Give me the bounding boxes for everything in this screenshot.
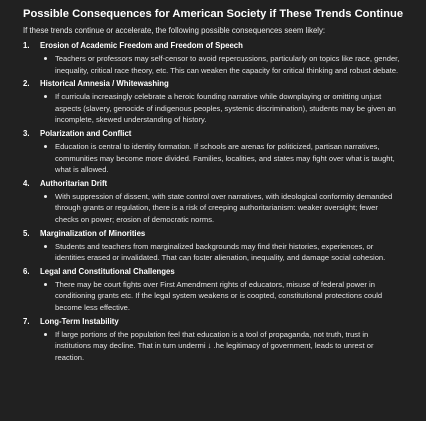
bullet-text: With suppression of dissent, with state control over narratives, with ideological conformity demanded through grants or regulation, there is a risk of creeping authoritarianism: weaker oversight; fewer checks on power; erosion of democratic norms.	[55, 191, 393, 224]
bullet-icon	[44, 141, 55, 176]
item-title: Polarization and Conflict	[40, 128, 132, 138]
bullet-icon	[44, 329, 55, 364]
item-number: 5.	[23, 228, 30, 238]
consequence-list	[23, 40, 418, 363]
bullet-icon	[44, 279, 55, 314]
bullet-row	[23, 191, 418, 226]
item-number: 7.	[23, 316, 30, 326]
item-heading	[23, 40, 418, 51]
bullet-icon	[44, 241, 55, 264]
bullet-row	[23, 241, 418, 264]
item-heading	[23, 78, 418, 89]
list-item	[23, 266, 418, 314]
bullet-icon	[44, 91, 55, 126]
bullet-text: Students and teachers from marginalized backgrounds may find their histories, experiences, or identities erased or invalidated. That can foster alienation, inequality, and damage social cohesion.	[55, 241, 386, 263]
item-number: 2.	[23, 79, 30, 89]
item-heading	[23, 128, 418, 139]
item-title: Historical Amnesia / Whitewashing	[40, 79, 169, 89]
bullet-row	[23, 279, 418, 314]
item-number: 1.	[23, 41, 30, 50]
bullet-text: If curricula increasingly celebrate a heroic founding narrative while downplaying or omitting unjust aspects (slavery, genocide of indigenous peoples, systemic discrimination), students may be given an incomplete, skewed understanding of history.	[55, 92, 396, 125]
bullet-text: Teachers or professors may self-censor to avoid repercussions, particularly on topics like race, gender, inequality, critical race theory, etc. This can weaken the capacity for critical thinking and robust debate.	[55, 54, 400, 75]
item-number: 3.	[23, 128, 30, 138]
bullet-text: There may be court fights over First Amendment rights of educators, misuse of federal power in conditioning grants etc. If the legal system weakens or is coopted, constitutional protections could become less effective.	[55, 279, 383, 312]
list-item	[23, 178, 418, 226]
section-heading: Possible Consequences for American Society if These Trends Continue	[23, 8, 404, 20]
item-heading	[23, 316, 418, 327]
list-item	[23, 78, 418, 126]
bullet-row	[23, 141, 418, 176]
item-title: Legal and Constitutional Challenges	[40, 266, 175, 276]
bullet-icon	[44, 53, 55, 76]
item-number: 4.	[23, 178, 30, 188]
item-title: Authoritarian Drift	[40, 178, 108, 188]
bullet-text: Education is central to identity formation. If schools are arenas for politicized, partisan narratives, communities may become more divided. Families, localities, and states may fight over what is taught, what is allowed.	[55, 141, 395, 175]
bullet-row	[23, 91, 418, 126]
list-item	[23, 316, 418, 364]
item-title: Erosion of Academic Freedom and Freedom of Speech	[40, 41, 243, 50]
bullet-icon	[44, 191, 55, 226]
item-heading	[23, 266, 418, 277]
list-item	[23, 228, 418, 264]
bullet-row	[23, 329, 418, 364]
bullet-text: If large portions of the population feel that education is a tool of propaganda, not truth, trust in institutions may decline. That in turn undermi ↓ .he legitimacy of government, leads to unrest or reaction.	[55, 329, 374, 362]
bullet-row	[23, 53, 418, 76]
item-heading	[23, 228, 418, 239]
item-title: Long-Term Instability	[40, 316, 119, 326]
intro-paragraph: If these trends continue or accelerate, the following possible consequences seem likely:	[23, 26, 326, 35]
item-heading	[23, 178, 418, 189]
list-item	[23, 128, 418, 176]
list-item	[23, 40, 418, 76]
item-number: 6.	[23, 266, 30, 276]
item-title: Marginalization of Minorities	[40, 228, 146, 238]
